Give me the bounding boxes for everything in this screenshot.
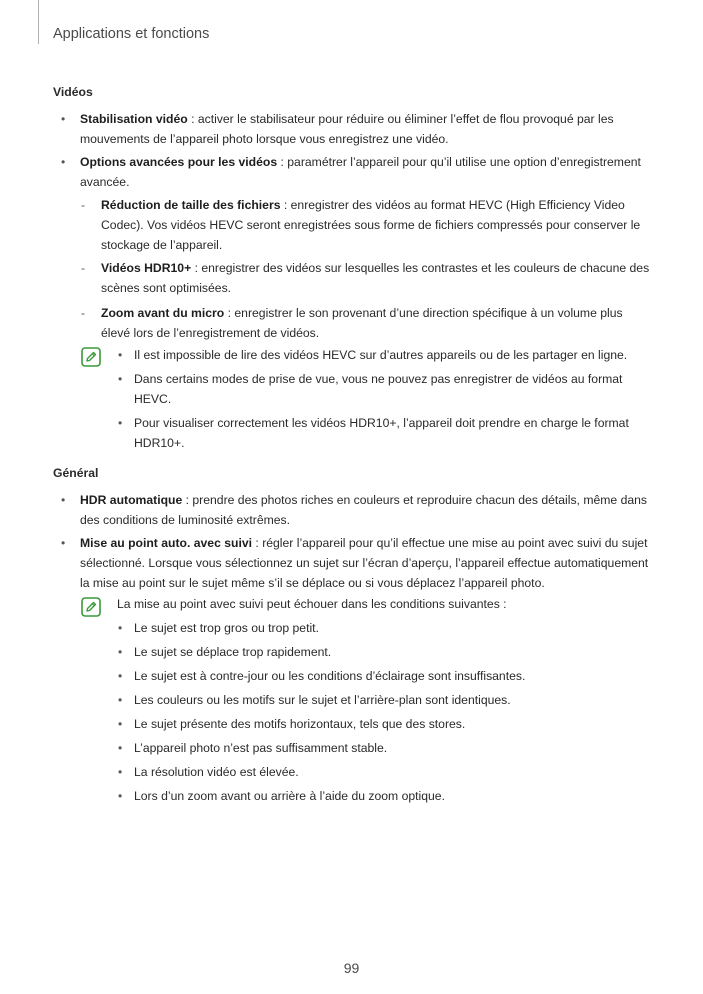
condition-item [118, 666, 654, 686]
note-intro: La mise au point avec suivi peut échouer dans les conditions suivantes : [117, 597, 507, 611]
bullet-icon: • [118, 621, 123, 635]
bullet-icon: • [61, 536, 66, 550]
bullet-icon: • [118, 765, 123, 779]
bullet-icon: • [118, 645, 123, 659]
bullet-icon: • [118, 669, 123, 683]
term-zoom-micro: Zoom avant du micro [101, 306, 225, 320]
condition-text: Le sujet est à contre-jour ou les conditions d’éclairage sont insuffisantes. [134, 669, 526, 683]
desc-zoom-micro: : enregistrer le son provenant d’une direction spécifique à un volume plus élevé lors de l’enregistrement de vidéos. [101, 306, 623, 340]
list-item-tracking [61, 533, 655, 593]
section-title-videos: Vidéos [53, 85, 93, 99]
condition-text: L’appareil photo n’est pas suffisamment stable. [134, 741, 388, 755]
condition-item [118, 738, 654, 758]
bullet-icon: • [61, 112, 66, 126]
term-file-size: Réduction de taille des fichiers [101, 198, 281, 212]
term-hdr: HDR automatique [80, 493, 183, 507]
condition-item [118, 714, 654, 734]
list-item-options [61, 152, 650, 192]
desc-stabilisation: : activer le stabilisateur pour réduire ou éliminer l’effet de flou provoqué par les mouvements de l’appareil photo lorsque vous enregistrez une vidéo. [80, 112, 614, 146]
condition-text: Les couleurs ou les motifs sur le sujet et l’arrière-plan sont identiques. [134, 693, 511, 707]
running-head: Applications et fonctions [53, 26, 210, 42]
bullet-icon: • [118, 717, 123, 731]
desc-hdr10: : enregistrer des vidéos sur lesquelles les contrastes et les couleurs de chacune des scènes sont optimisées. [101, 261, 650, 295]
note-icon [81, 597, 101, 617]
sub-item-hdr10 [81, 258, 650, 298]
bullet-icon: • [118, 741, 123, 755]
condition-item [118, 618, 654, 638]
condition-text: Lors d’un zoom avant ou arrière à l’aide du zoom optique. [134, 789, 445, 803]
condition-item [118, 690, 654, 710]
condition-text: La résolution vidéo est élevée. [134, 765, 299, 779]
condition-item [118, 762, 654, 782]
note-text: Dans certains modes de prise de vue, vous ne pouvez pas enregistrer de vidéos au format HEVC. [134, 372, 623, 406]
dash-icon: - [81, 306, 86, 320]
term-stabilisation: Stabilisation vidéo [80, 112, 188, 126]
dash-icon: - [81, 261, 86, 275]
note-list-conditions [118, 618, 654, 806]
bullet-icon: • [118, 348, 123, 362]
sub-item-zoom-micro [81, 303, 650, 343]
note-item [118, 369, 654, 409]
section-title-general: Général [53, 466, 99, 480]
desc-file-size: : enregistrer des vidéos au format HEVC (High Efficiency Video Codec). Vos vidéos HEVC seront enregistrées sous forme de fichiers compressés pour conserver le stockage de l’appareil. [101, 198, 641, 252]
term-hdr10: Vidéos HDR10+ [101, 261, 192, 275]
dash-icon: - [81, 198, 86, 212]
note-text: Pour visualiser correctement les vidéos HDR10+, l’appareil doit prendre en charge le format HDR10+. [134, 416, 629, 450]
header-rule [38, 0, 39, 44]
note-item [118, 345, 654, 365]
list-item-hdr [61, 490, 655, 530]
condition-item [118, 786, 654, 806]
page-number: 99 [343, 960, 360, 976]
note-list-videos [118, 345, 654, 453]
desc-hdr: : prendre des photos riches en couleurs et reproduire chacun des détails, même dans des conditions de luminosité extrêmes. [80, 493, 647, 527]
term-tracking: Mise au point auto. avec suivi [80, 536, 253, 550]
note-item [118, 413, 654, 453]
desc-tracking: : régler l’appareil pour qu’il effectue une mise au point avec suivi du sujet sélectionné. Lorsque vous sélectionnez un sujet sur l’écran d’aperçu, l’appareil effectue automatiquement la mise au point sur le sujet même s’il se déplace ou si vous déplacez l’appareil photo. [80, 536, 649, 590]
note-icon [81, 347, 101, 367]
bullet-icon: • [118, 789, 123, 803]
condition-text: Le sujet présente des motifs horizontaux, tels que des stores. [134, 717, 466, 731]
condition-text: Le sujet est trop gros ou trop petit. [134, 621, 319, 635]
bullet-icon: • [118, 416, 123, 430]
condition-text: Le sujet se déplace trop rapidement. [134, 645, 332, 659]
bullet-icon: • [61, 155, 66, 169]
bullet-icon: • [118, 372, 123, 386]
sub-item-file-size [81, 195, 650, 255]
desc-options: : paramétrer l’appareil pour qu’il utilise une option d’enregistrement avancée. [80, 155, 641, 189]
bullet-icon: • [118, 693, 123, 707]
note-text: Il est impossible de lire des vidéos HEVC sur d’autres appareils ou de les partager en ligne. [134, 348, 628, 362]
condition-item [118, 642, 654, 662]
bullet-icon: • [61, 493, 66, 507]
term-options: Options avancées pour les vidéos [80, 155, 278, 169]
list-item-stabilisation [61, 109, 650, 149]
